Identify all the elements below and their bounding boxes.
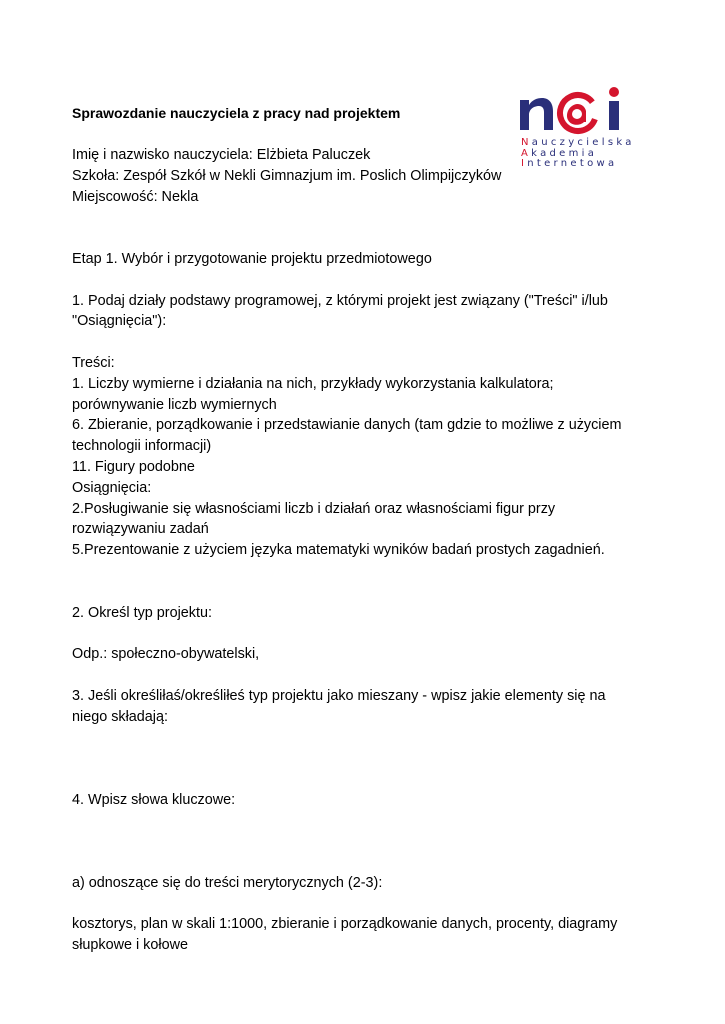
logo-initial-i: I	[521, 158, 528, 169]
question-4a: a) odnoszące się do treści merytorycznych (2-3):	[72, 874, 383, 891]
location: Miejscowość: Nekla	[72, 188, 199, 205]
answer-4a-cont: słupkowe i kołowe	[72, 937, 188, 954]
logo-word-akademia: kademia	[531, 147, 598, 159]
logo-initial-a: A	[521, 147, 532, 159]
achievements-item: 2.Posługiwanie się własnościami liczb i działań oraz własnościami figur przy	[72, 500, 556, 517]
question-1: 1. Podaj działy podstawy programowej, z którymi projekt jest związany ("Treści" i/lub	[72, 292, 608, 309]
question-4: 4. Wpisz słowa kluczowe:	[72, 791, 236, 808]
stage-heading: Etap 1. Wybór i przygotowanie projektu przedmiotowego	[72, 250, 432, 267]
achievements-item-cont: rozwiązywaniu zadań	[72, 521, 209, 538]
school-name: Szkoła: Zespół Szkół w Nekli Gimnazjum im. Poslich Olimpijczyków	[72, 167, 502, 184]
contents-item: 1. Liczby wymierne i działania na nich, przykłady wykorzystania kalkulatora;	[72, 375, 554, 392]
logo-word-nauczycielska: auczycielska	[531, 137, 635, 148]
question-3-cont: niego składają:	[72, 708, 169, 725]
contents-heading: Treści:	[72, 354, 115, 371]
nai-logo-mark-icon	[518, 82, 638, 138]
question-1-cont: "Osiągnięcia"):	[72, 313, 167, 330]
achievements-heading: Osiągnięcia:	[72, 479, 152, 496]
document-body	[72, 145, 672, 956]
achievements-item: 5.Prezentowanie z użyciem języka matematyki wyników badań prostych zagadnień.	[72, 542, 605, 559]
contents-item: 11. Figury podobne	[72, 458, 195, 475]
question-3: 3. Jeśli określiłaś/określiłeś typ projektu jako mieszany - wpisz jakie elementy się na	[72, 687, 606, 704]
answer-2: Odp.: społeczno-obywatelski,	[72, 646, 260, 663]
teacher-name: Imię i nazwisko nauczyciela: Elżbieta Paluczek	[72, 147, 371, 163]
contents-item: 6. Zbieranie, porządkowanie i przedstawianie danych (tam gdzie to możliwe z użyciem	[72, 417, 622, 434]
contents-item-cont: porównywanie liczb wymiernych	[72, 396, 277, 413]
document-title: Sprawozdanie nauczyciela z pracy nad projektem	[72, 105, 401, 121]
answer-4a: kosztorys, plan w skali 1:1000, zbieranie i porządkowanie danych, procenty, diagramy	[72, 916, 618, 933]
logo-word-internetowa: nternetowa	[527, 158, 618, 169]
question-2: 2. Określ typ projektu:	[72, 604, 212, 621]
contents-item-cont: technologii informacji)	[72, 438, 212, 455]
logo-initial-n: N	[521, 137, 532, 148]
